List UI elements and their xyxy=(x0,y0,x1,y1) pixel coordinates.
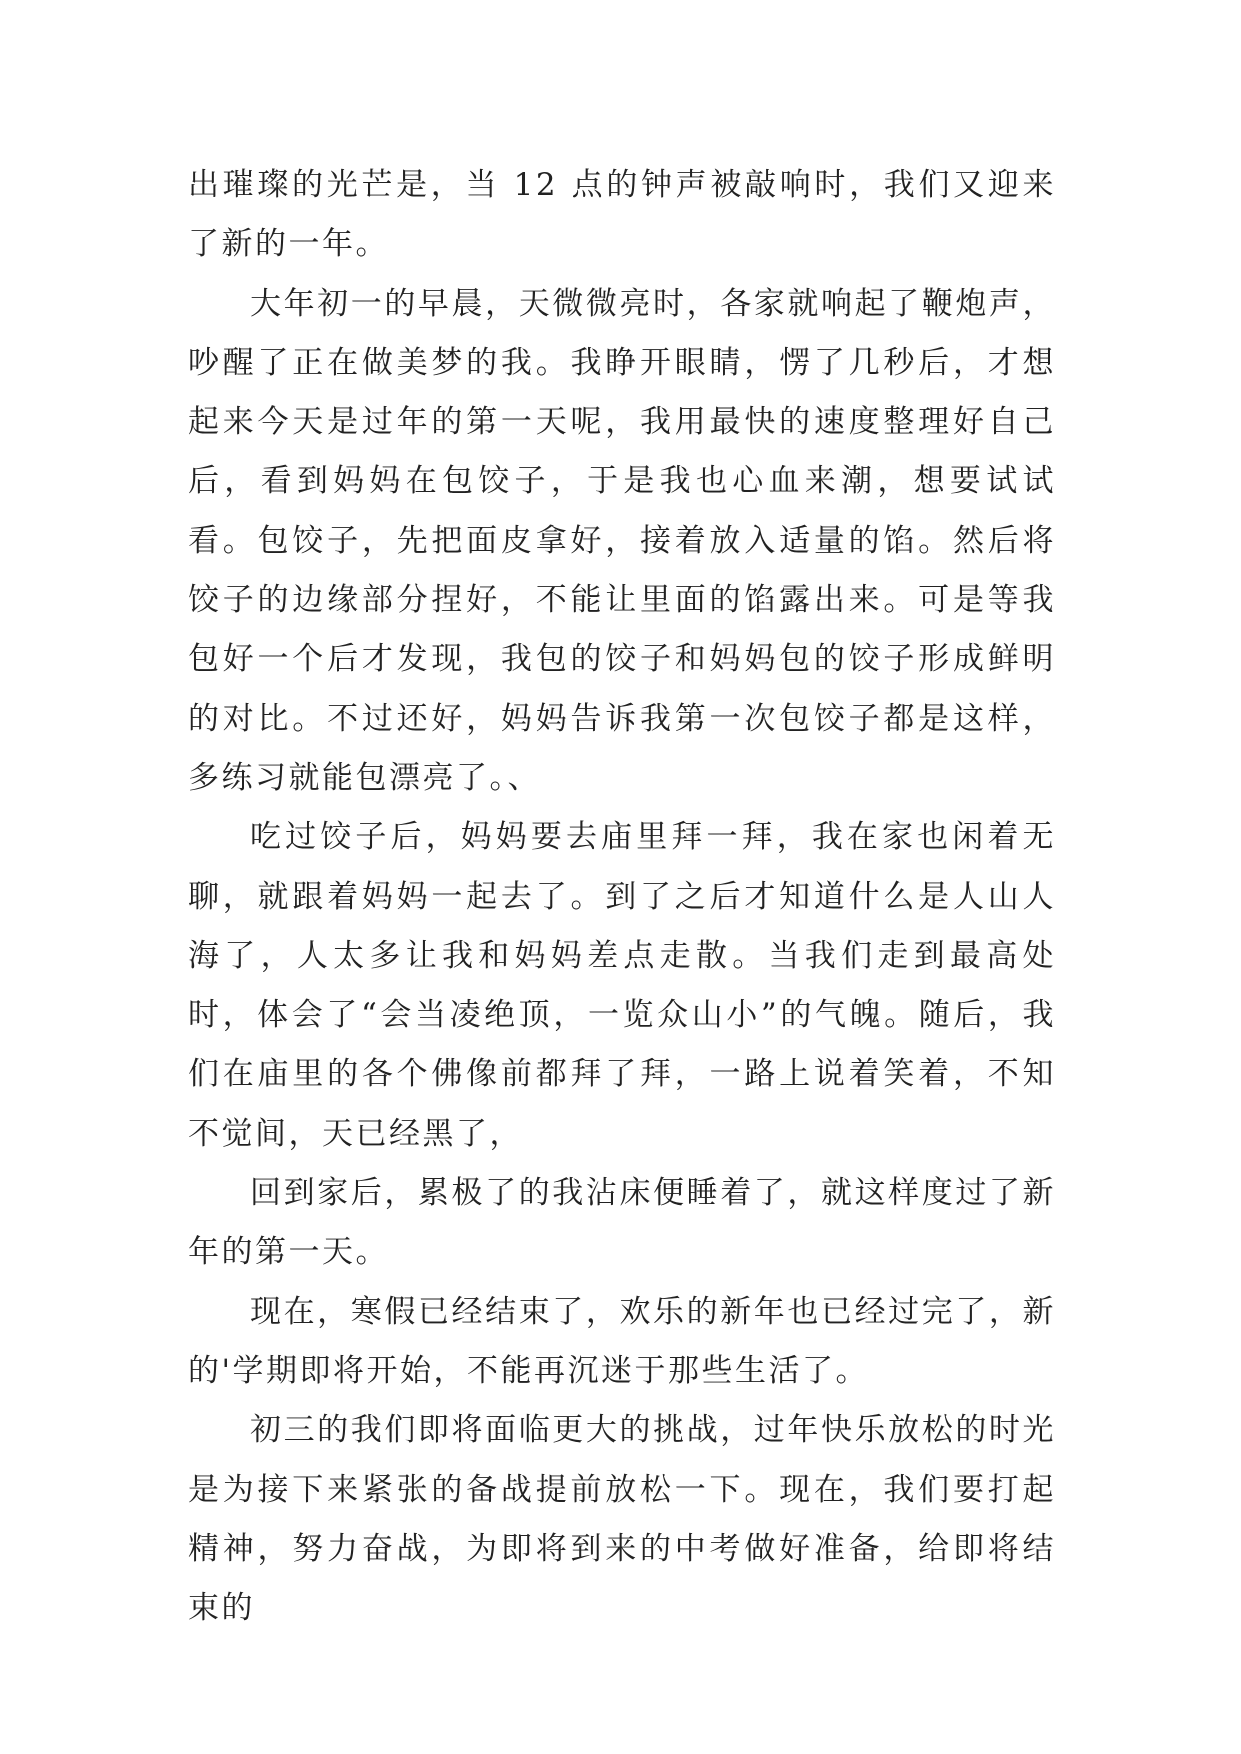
paragraph-1: 出璀璨的光芒是，当 12 点的钟声被敲响时，我们又迎来了新的一年。 xyxy=(188,167,1056,263)
paragraph-4: 回到家后，累极了的我沾床便睡着了，就这样度过了新年的第一天。 xyxy=(188,1175,1056,1271)
paragraph-3: 吃过饺子后，妈妈要去庙里拜一拜，我在家也闲着无聊，就跟着妈妈一起去了。到了之后才知道什么是人山人海了，人太多让我和妈妈差点走散。当我们走到最高处时，体会了“会当凌绝顶，一览众山小”的气魄。随后，我们在庙里的各个佛像前都拜了拜，一路上说着笑着，不知不觉间，天已经黑了， xyxy=(188,819,1056,1152)
body-text xyxy=(188,156,1056,1638)
paragraph-5: 现在，寒假已经结束了，欢乐的新年也已经过完了，新的'学期即将开始，不能再沉迷于那些生活了。 xyxy=(188,1293,1056,1389)
paragraph-2: 大年初一的早晨，天微微亮时，各家就响起了鞭炮声，吵醒了正在做美梦的我。我睁开眼睛，愣了几秒后，才想起来今天是过年的第一天呢，我用最快的速度整理好自己后，看到妈妈在包饺子，于是我也心血来潮，想要试试看。包饺子，先把面皮拿好，接着放入适量的馅。然后将饺子的边缘部分捏好，不能让里面的馅露出来。可是等我包好一个后才发现，我包的饺子和妈妈包的饺子形成鲜明的对比。不过还好，妈妈告诉我第一次包饺子都是这样，多练习就能包漂亮了。、 xyxy=(188,285,1056,796)
paragraph-6: 初三的我们即将面临更大的挑战，过年快乐放松的时光是为接下来紧张的备战提前放松一下。现在，我们要打起精神，努力奋战，为即将到来的中考做好准备，给即将结束的 xyxy=(188,1412,1056,1627)
